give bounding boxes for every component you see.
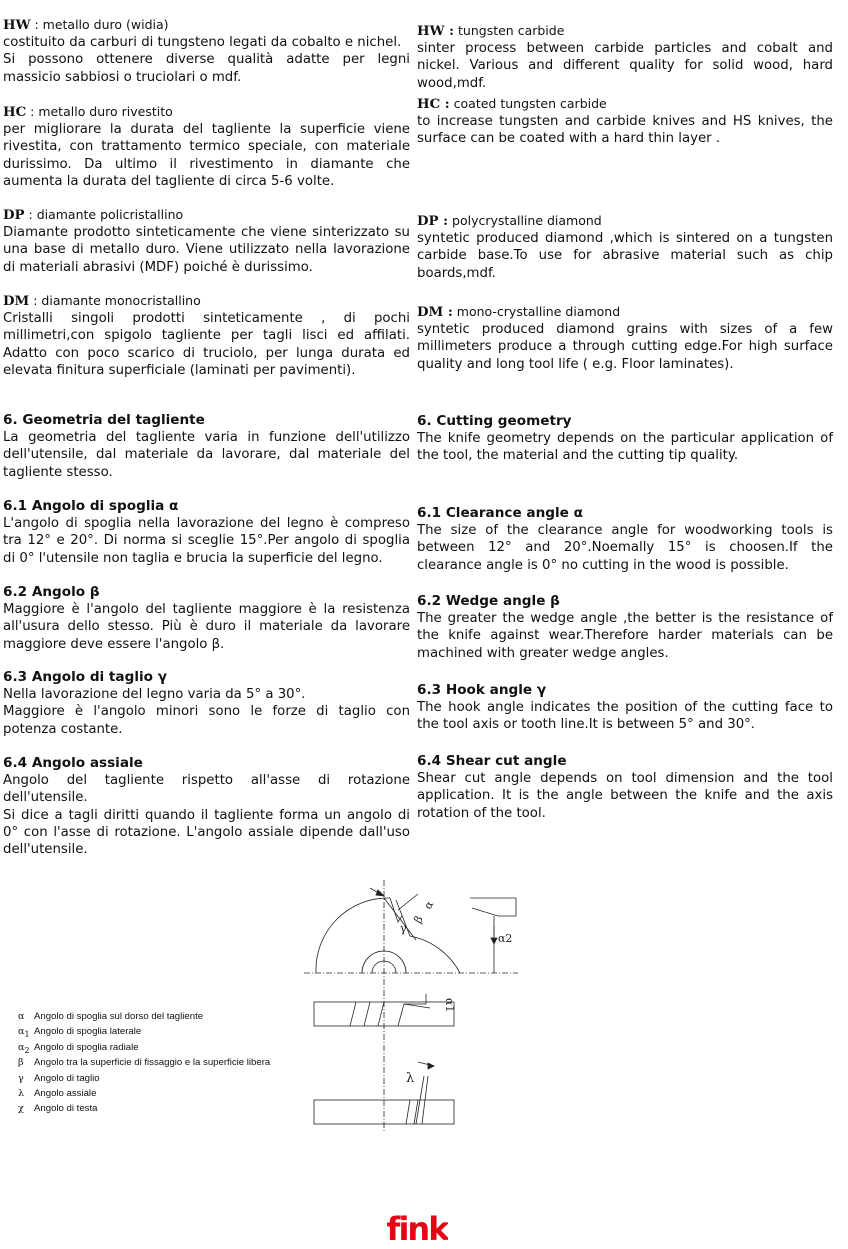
- material-title: coated tungsten carbide: [449, 96, 607, 111]
- material-title: mono-crystalline diamond: [452, 304, 621, 319]
- material-dm-en: [417, 303, 833, 373]
- material-dp-it: [3, 206, 410, 276]
- fink-logo: [386, 1208, 448, 1248]
- material-hw-en: [417, 22, 833, 92]
- material-hw-it: [3, 16, 410, 86]
- material-hc-en: [417, 95, 833, 148]
- section-text: The greater the wedge angle ,the better is the resistance of the knife against wear.Therefore harder materials can be machined with greater wedge angles.: [417, 611, 833, 661]
- material-text: Diamante prodotto sinteticamente che viene sinterizzato su una base di metallo duro. Viene utilizzato nella lavorazione di materiali abrasivi (MDF) poiché è durissimo.: [3, 225, 410, 275]
- abbr: HC: [3, 105, 27, 120]
- section-title: 6.1 Clearance angle α: [417, 505, 583, 521]
- label-alpha1: α1: [443, 998, 456, 1013]
- abbr: DP: [3, 208, 25, 223]
- section-text: The hook angle indicates the position of the cutting face to the tool axis or tooth line.It is between 5° and 30°.: [417, 700, 833, 733]
- section-6-3-en: [417, 682, 833, 734]
- section-title: 6.3 Angolo di taglio γ: [3, 669, 167, 685]
- material-text: syntetic produced diamond grains with sizes of a few millimeters produce a through cutting edge.For high surface quality and long tool life ( e.g. Floor laminates).: [417, 322, 833, 372]
- material-text: syntetic produced diamond ,which is sintered on a tungsten carbide base.To use for abrasive material such as chip boards,mdf.: [417, 231, 833, 281]
- legend-symbol: γ: [18, 1072, 24, 1084]
- section-6-2-en: [417, 593, 833, 662]
- legend-symbol: $\alpha_2$: [18, 1041, 30, 1055]
- label-alpha: α: [421, 898, 437, 912]
- section-title: 6.4 Shear cut angle: [417, 753, 567, 769]
- legend-symbol: $\alpha_1$: [18, 1026, 30, 1040]
- section-6-2-it: [3, 584, 410, 653]
- section-text: Shear cut angle depends on tool dimension and the tool application. It is the angle between the knife and the axis rotation of the tool.: [417, 771, 833, 821]
- material-text: sinter process between carbide particles and cobalt and nickel. Various and different quality for solid wood, hard wood,mdf.: [417, 41, 833, 91]
- legend-symbol: χ: [18, 1103, 24, 1115]
- section-6-1-it: [3, 498, 410, 567]
- material-text: per migliorare la durata del tagliente la superficie viene rivestita, con trattamento termico speciale, con materiale durissimo. Da ultimo il rivestimento in diamante che aumenta la durata del tagliente di circa 5-6 volte.: [3, 122, 410, 189]
- section-title: 6.2 Wedge angle β: [417, 593, 560, 609]
- section-6-4-en: [417, 753, 833, 822]
- side-view: [314, 994, 456, 1026]
- legend-text: Angolo assiale: [34, 1088, 97, 1100]
- section-title: 6.3 Hook angle γ: [417, 682, 547, 698]
- logo-text: fink: [386, 1210, 448, 1248]
- abbr: HC :: [417, 97, 450, 112]
- section-title: 6.2 Angolo β: [3, 584, 100, 600]
- label-lambda: λ: [406, 1071, 415, 1086]
- legend-row: [18, 1026, 270, 1041]
- section-6-3-it: [3, 669, 410, 738]
- abbr: HW :: [417, 24, 455, 39]
- material-title: : diamante policristallino: [24, 207, 184, 222]
- material-dm-it: [3, 292, 410, 379]
- section-text: Angolo del tagliente rispetto all'asse di rotazione dell'utensile. Si dice a tagli diritti quando il tagliente forma un angolo di 0° con l'asse di rotazione. L'angolo assiale dipende dall'uso dell'utensile.: [3, 773, 410, 858]
- legend-symbol: β: [18, 1057, 24, 1069]
- legend-text: Angolo tra la superficie di fissaggio e la superficie libera: [34, 1057, 271, 1069]
- section-6-1-en: [417, 505, 833, 574]
- section-6-en: [417, 413, 833, 465]
- abbr: DM: [3, 294, 30, 309]
- section-text: The knife geometry depends on the particular application of the tool, the material and the cutting tip quality.: [417, 431, 833, 464]
- legend-text: Angolo di spoglia laterale: [34, 1026, 142, 1038]
- section-title: 6. Cutting geometry: [417, 413, 572, 429]
- legend-row: [18, 1011, 270, 1026]
- section-text: Maggiore è l'angolo del tagliente maggiore è la resistenza all'usura dello stesso. Più è duro il materiale da lavorare maggiore deve essere l'angolo β.: [3, 602, 410, 652]
- section-text: The size of the clearance angle for woodworking tools is between 12° and 20°.Noemally 15° is choosen.If the clearance angle is 0° no cutting in the wood is possible.: [417, 523, 833, 573]
- material-text: to increase tungsten and carbide knives and HS knives, the surface can be coated with a hard thin layer .: [417, 114, 833, 147]
- material-dp-en: [417, 212, 833, 282]
- legend-row: [18, 1088, 270, 1103]
- label-beta: β: [411, 913, 426, 926]
- legend-symbol: α: [18, 1011, 25, 1022]
- legend-row: [18, 1042, 270, 1057]
- abbr: DP :: [417, 214, 449, 229]
- material-title: : metallo duro (widia): [30, 17, 169, 32]
- section-text: L'angolo di spoglia nella lavorazione del legno è compreso tra 12° e 20°. Di norma si sceglie 15°.Per angolo di spoglia di 0° l'utensile non taglia e brucia la superficie del legno.: [3, 516, 410, 566]
- cutter-front-view: [304, 880, 518, 1132]
- material-text: Cristalli singoli prodotti sinteticamente , di pochi millimetri,con spigolo tagliente per tagli lisci ed affilati. Adatto con poco scarico di truciolo, per lunga durata ed elevata finitura superficiale (laminati per pavimenti).: [3, 311, 410, 378]
- legend-row: [18, 1073, 270, 1088]
- legend-text: Angolo di taglio: [34, 1072, 100, 1084]
- legend-text: Angolo di testa: [34, 1103, 98, 1115]
- label-alpha2: α2: [498, 932, 513, 945]
- legend-text: Angolo di spoglia radiale: [34, 1041, 139, 1053]
- abbr: HW: [3, 18, 31, 33]
- section-title: 6. Geometria del tagliente: [3, 412, 205, 428]
- legend-symbol: λ: [18, 1088, 25, 1100]
- abbr: DM :: [417, 305, 453, 320]
- cutting-geometry-diagram: [298, 880, 523, 1132]
- legend-row: [18, 1057, 270, 1072]
- section-text: Nella lavorazione del legno varia da 5° a 30°. Maggiore è l'angolo minori sono le forze di taglio con potenza costante.: [3, 687, 410, 737]
- angle-legend: [18, 1011, 270, 1119]
- section-text: La geometria del tagliente varia in funzione dell'utilizzo dell'utensile, dal materiale da lavorare, dal materiale del tagliente stesso.: [3, 430, 410, 480]
- radial-clearance-view: [470, 898, 516, 973]
- legend-row: [18, 1103, 270, 1118]
- legend-text: Angolo di spoglia sul dorso del tagliente: [34, 1011, 204, 1022]
- material-title: : diamante monocristallino: [29, 293, 201, 308]
- material-text: costituito da carburi di tungsteno legati da cobalto e nichel. Si possono ottenere diverse qualità adatte per legni massicio sabbiosi o truciolari o mdf.: [3, 35, 410, 85]
- material-title: tungsten carbide: [454, 23, 565, 38]
- material-title: polycrystalline diamond: [448, 213, 602, 228]
- material-hc-it: [3, 103, 410, 190]
- material-title: : metallo duro rivestito: [26, 104, 173, 119]
- section-6-it: [3, 412, 410, 481]
- label-gamma: γ: [400, 922, 407, 935]
- section-6-4-it: [3, 755, 410, 858]
- section-title: 6.4 Angolo assiale: [3, 755, 143, 771]
- section-title: 6.1 Angolo di spoglia α: [3, 498, 179, 514]
